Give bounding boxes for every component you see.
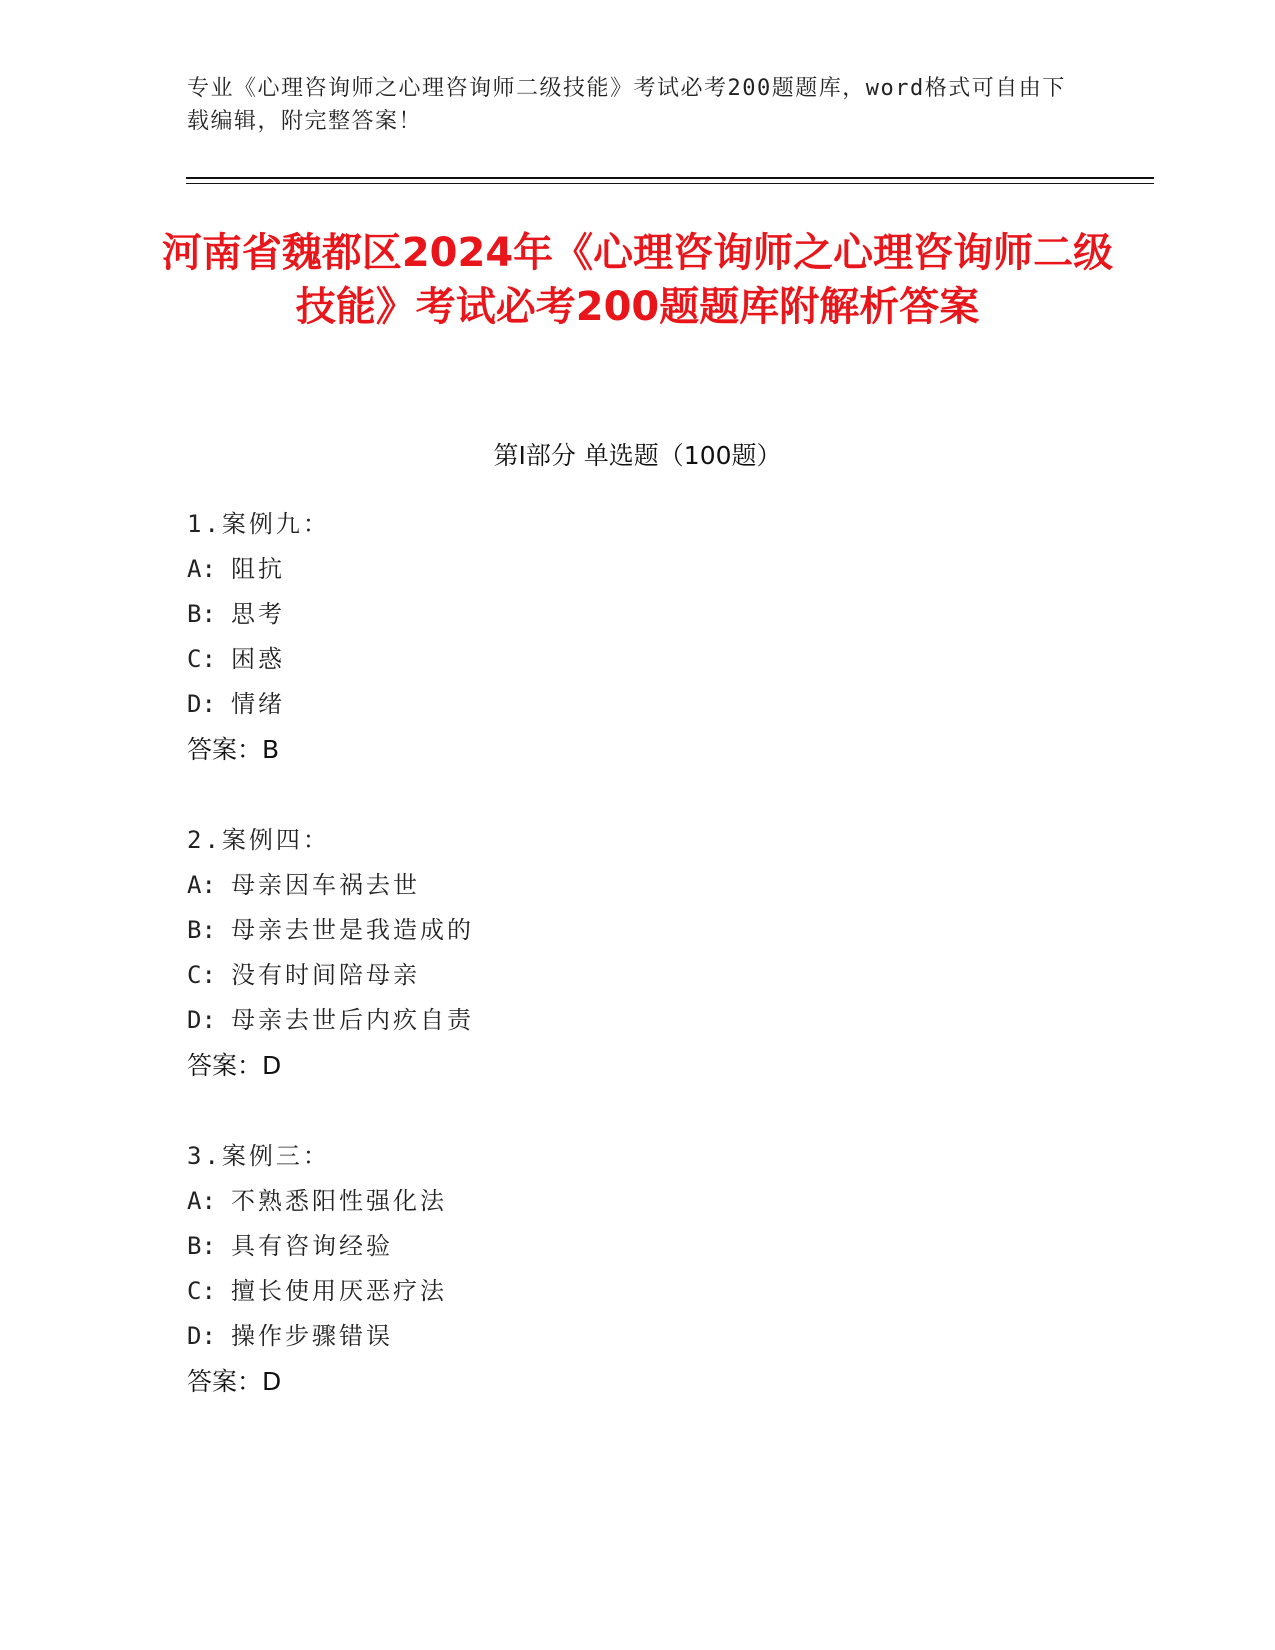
answer: 答案：B	[187, 735, 280, 764]
option-text: 母亲去世是我造成的	[231, 916, 474, 944]
option-text: 母亲因车祸去世	[231, 871, 420, 899]
option-letter: B:	[187, 1232, 216, 1260]
question-3	[187, 1134, 887, 1404]
option-text: 母亲去世后内疚自责	[231, 1006, 474, 1034]
option-c	[187, 637, 887, 682]
option-letter: D:	[187, 690, 216, 718]
option-text: 擅长使用厌恶疗法	[231, 1277, 447, 1305]
option-text: 阻抗	[231, 555, 285, 583]
option-b	[187, 592, 887, 637]
option-b	[187, 908, 887, 953]
header-note: 专业《心理咨询师之心理咨询师二级技能》考试必考200题题库，word格式可自由下载编辑，附完整答案！	[187, 76, 1066, 134]
question-stem: 2.案例四：	[187, 826, 330, 854]
option-a	[187, 547, 887, 592]
option-text: 没有时间陪母亲	[231, 961, 420, 989]
answer: 答案：D	[187, 1367, 282, 1396]
option-d	[187, 1314, 887, 1359]
header-rule-thin	[186, 183, 1154, 184]
option-a	[187, 1179, 887, 1224]
option-letter: C:	[187, 961, 216, 989]
option-text: 不熟悉阳性强化法	[231, 1187, 447, 1215]
option-text: 操作步骤错误	[231, 1322, 393, 1350]
question-1	[187, 502, 887, 772]
section-title: 第I部分 单选题（100题）	[493, 441, 782, 470]
option-text: 困惑	[231, 645, 285, 673]
option-text: 思考	[231, 600, 285, 628]
option-letter: C:	[187, 645, 216, 673]
option-text: 情绪	[231, 690, 285, 718]
document-title: 河南省魏都区2024年《心理咨询师之心理咨询师二级技能》考试必考200题题库附解析答案	[161, 230, 1114, 330]
question-2	[187, 818, 887, 1088]
option-letter: C:	[187, 1277, 216, 1305]
option-letter: A:	[187, 871, 216, 899]
option-c	[187, 953, 887, 998]
question-stem: 3.案例三：	[187, 1142, 330, 1170]
option-letter: D:	[187, 1322, 216, 1350]
option-d	[187, 998, 887, 1043]
option-letter: B:	[187, 600, 216, 628]
option-a	[187, 863, 887, 908]
option-letter: A:	[187, 555, 216, 583]
option-text: 具有咨询经验	[231, 1232, 393, 1260]
header-rule-thick	[186, 177, 1154, 179]
option-b	[187, 1224, 887, 1269]
option-letter: D:	[187, 1006, 216, 1034]
option-letter: B:	[187, 916, 216, 944]
option-letter: A:	[187, 1187, 216, 1215]
answer: 答案：D	[187, 1051, 282, 1080]
option-d	[187, 682, 887, 727]
option-c	[187, 1269, 887, 1314]
question-stem: 1.案例九：	[187, 510, 330, 538]
